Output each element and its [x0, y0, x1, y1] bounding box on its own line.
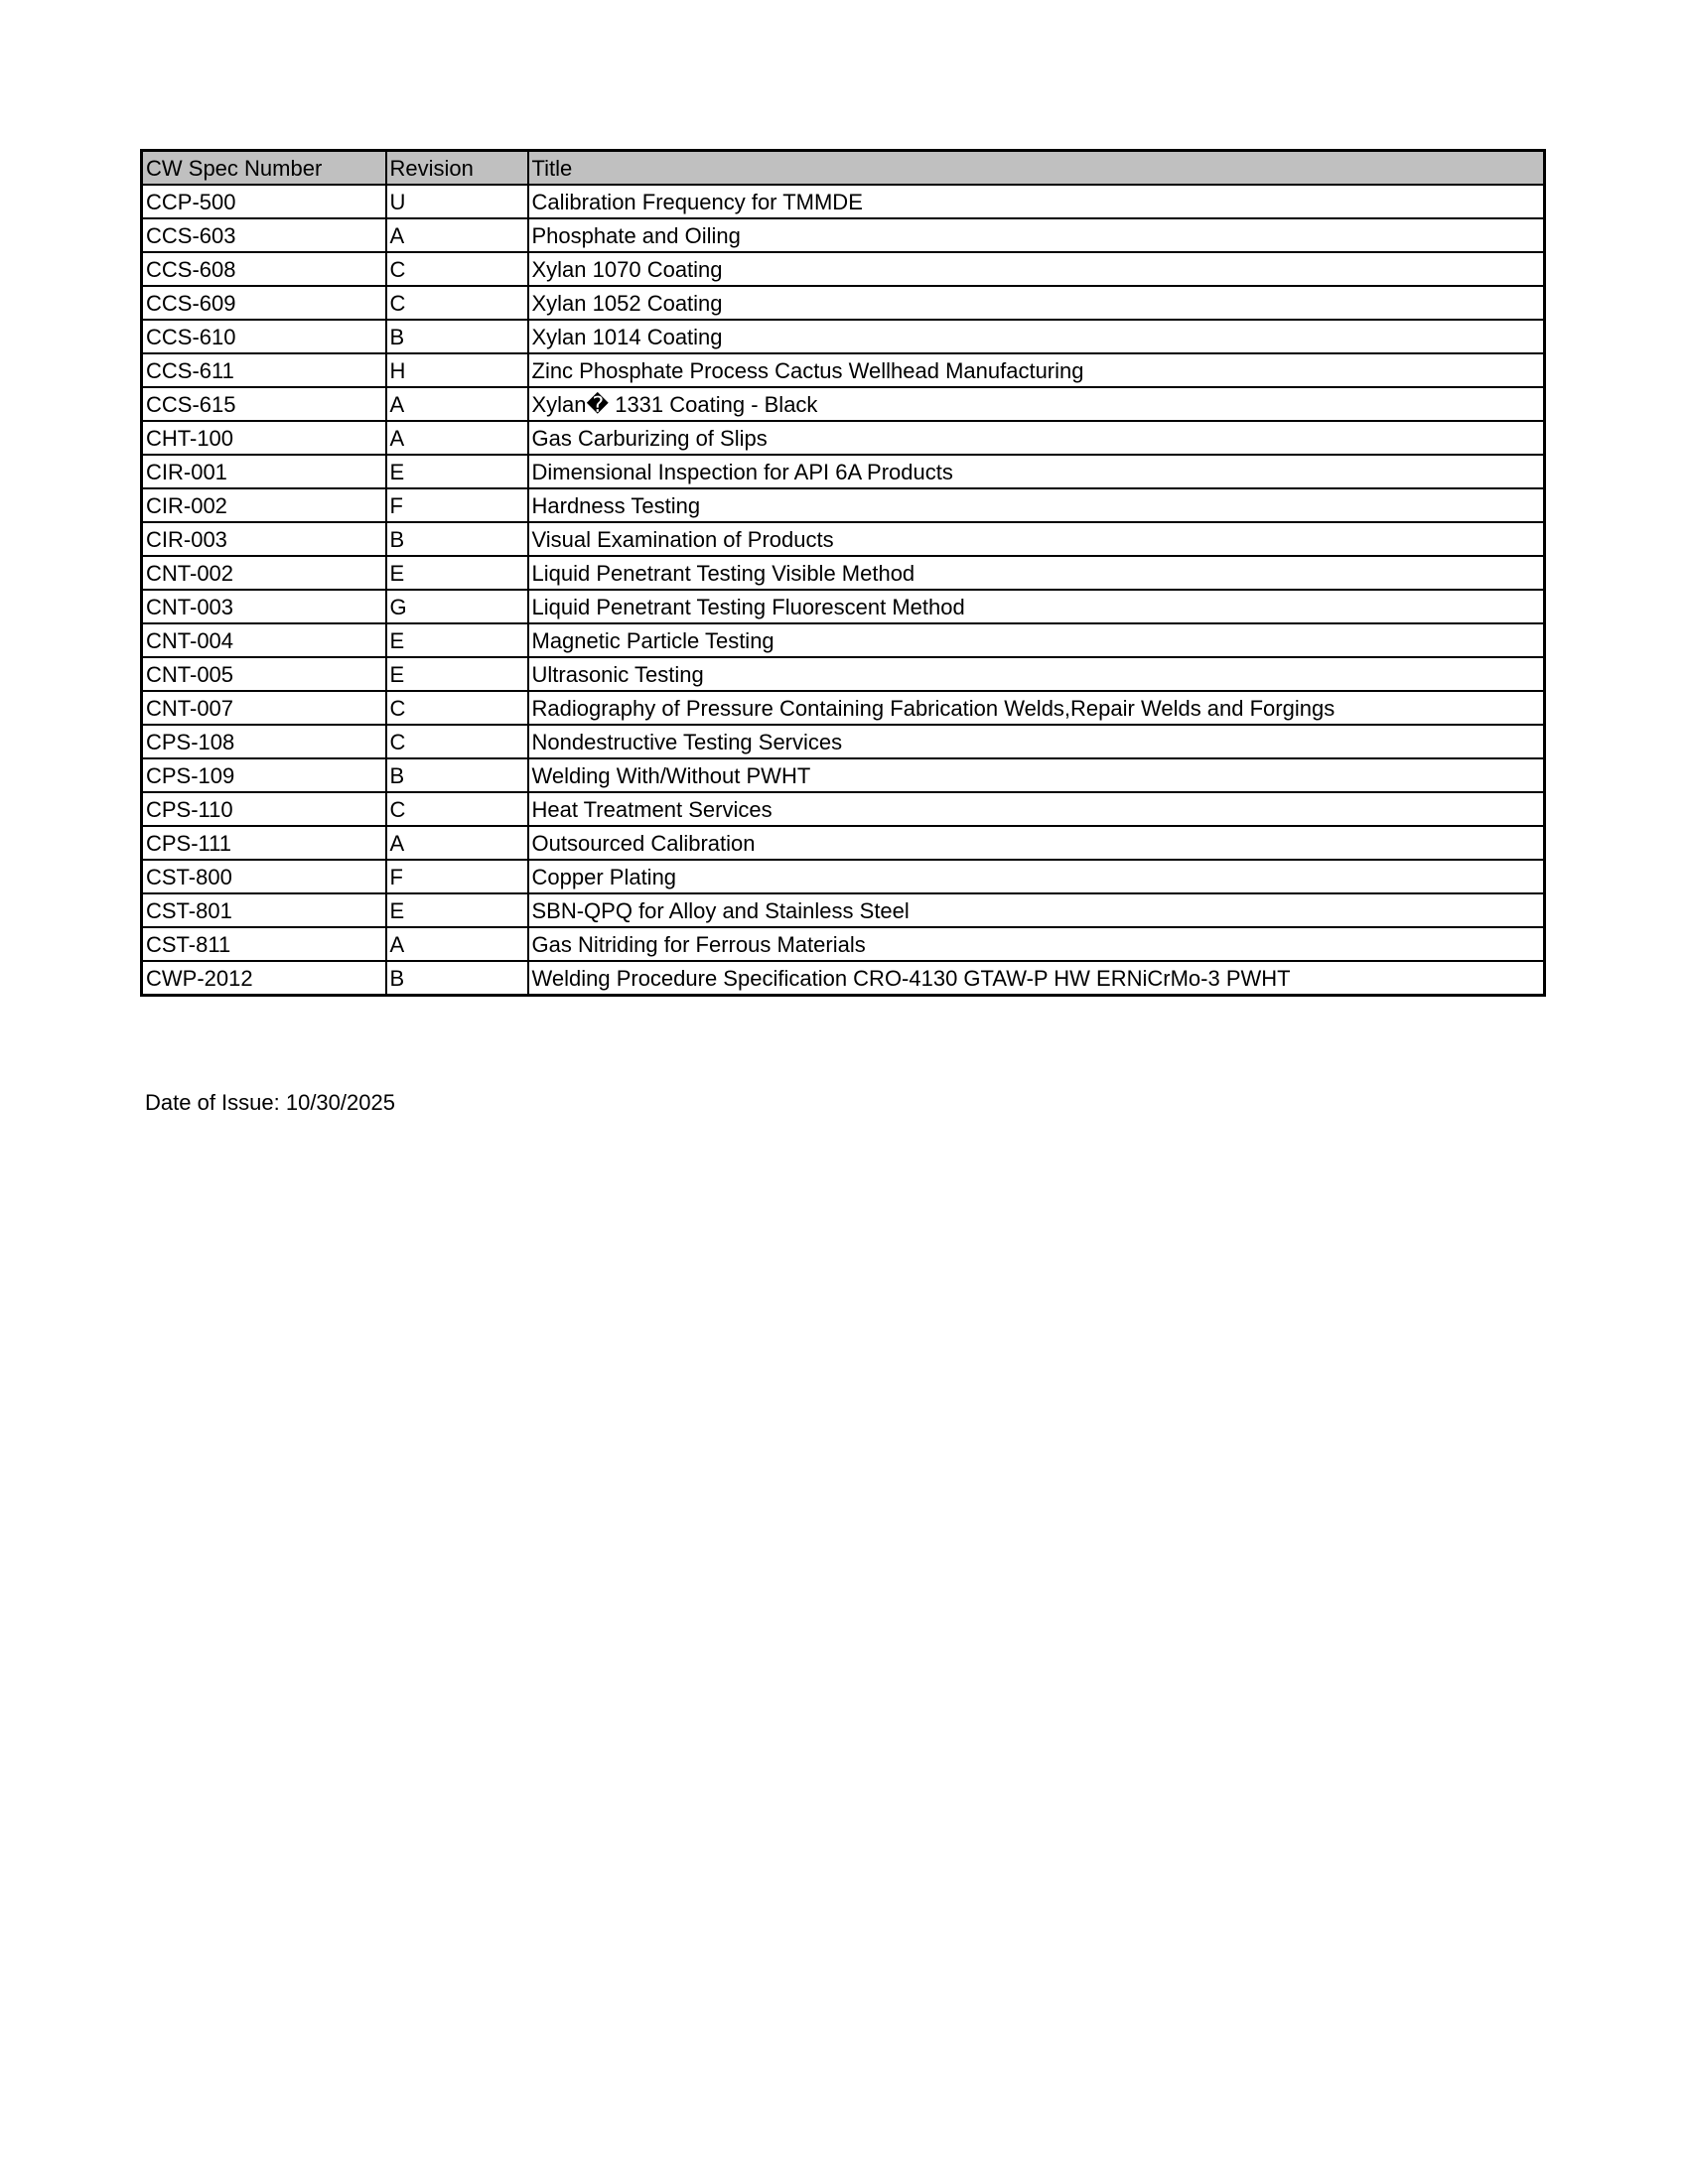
spec-number-cell: CIR-003	[142, 522, 386, 556]
date-of-issue: Date of Issue: 10/30/2025	[145, 1090, 395, 1115]
revision-cell: A	[386, 387, 528, 421]
title-cell: Calibration Frequency for TMMDE	[528, 185, 1545, 218]
revision-cell: E	[386, 623, 528, 657]
revision-cell: A	[386, 927, 528, 961]
spec-number-cell: CPS-110	[142, 792, 386, 826]
spec-number-cell: CST-811	[142, 927, 386, 961]
revision-cell: E	[386, 556, 528, 590]
title-cell: Hardness Testing	[528, 488, 1545, 522]
table-row	[142, 691, 1545, 725]
table-row	[142, 860, 1545, 893]
revision-cell: C	[386, 792, 528, 826]
revision-cell: C	[386, 286, 528, 320]
title-cell: Zinc Phosphate Process Cactus Wellhead Manufacturing	[528, 353, 1545, 387]
spec-number-cell: CCS-609	[142, 286, 386, 320]
title-cell: Xylan 1070 Coating	[528, 252, 1545, 286]
spec-number-cell: CIR-002	[142, 488, 386, 522]
table-row	[142, 455, 1545, 488]
revision-cell: C	[386, 725, 528, 758]
column-header-revision: Revision	[386, 151, 528, 186]
title-cell: Magnetic Particle Testing	[528, 623, 1545, 657]
table-row	[142, 590, 1545, 623]
spec-number-cell: CNT-005	[142, 657, 386, 691]
revision-cell: A	[386, 826, 528, 860]
revision-cell: C	[386, 252, 528, 286]
table-row	[142, 185, 1545, 218]
revision-cell: C	[386, 691, 528, 725]
table-row	[142, 522, 1545, 556]
table-row	[142, 758, 1545, 792]
spec-number-cell: CCS-603	[142, 218, 386, 252]
table-row	[142, 623, 1545, 657]
spec-number-cell: CNT-003	[142, 590, 386, 623]
spec-number-cell: CCS-610	[142, 320, 386, 353]
title-cell: Ultrasonic Testing	[528, 657, 1545, 691]
title-cell: Xylan 1014 Coating	[528, 320, 1545, 353]
title-cell: Visual Examination of Products	[528, 522, 1545, 556]
table-row	[142, 826, 1545, 860]
revision-cell: B	[386, 522, 528, 556]
title-cell: Gas Nitriding for Ferrous Materials	[528, 927, 1545, 961]
spec-number-cell: CNT-004	[142, 623, 386, 657]
spec-number-cell: CPS-111	[142, 826, 386, 860]
spec-number-cell: CST-800	[142, 860, 386, 893]
revision-cell: E	[386, 455, 528, 488]
column-header-title: Title	[528, 151, 1545, 186]
table-row	[142, 488, 1545, 522]
spec-number-cell: CCP-500	[142, 185, 386, 218]
title-cell: Liquid Penetrant Testing Fluorescent Method	[528, 590, 1545, 623]
title-cell: Gas Carburizing of Slips	[528, 421, 1545, 455]
title-cell: Radiography of Pressure Containing Fabrication Welds,Repair Welds and Forgings	[528, 691, 1545, 725]
revision-cell: A	[386, 218, 528, 252]
spec-table	[140, 149, 1546, 997]
revision-cell: H	[386, 353, 528, 387]
revision-cell: U	[386, 185, 528, 218]
table-row	[142, 252, 1545, 286]
revision-cell: F	[386, 488, 528, 522]
title-cell: SBN-QPQ for Alloy and Stainless Steel	[528, 893, 1545, 927]
table-header-row	[142, 151, 1545, 186]
spec-number-cell: CST-801	[142, 893, 386, 927]
spec-number-cell: CNT-007	[142, 691, 386, 725]
table-row	[142, 725, 1545, 758]
table-row	[142, 927, 1545, 961]
spec-number-cell: CPS-108	[142, 725, 386, 758]
title-cell: Xylan� 1331 Coating - Black	[528, 387, 1545, 421]
title-cell: Welding With/Without PWHT	[528, 758, 1545, 792]
spec-number-cell: CWP-2012	[142, 961, 386, 996]
spec-number-cell: CPS-109	[142, 758, 386, 792]
spec-number-cell: CIR-001	[142, 455, 386, 488]
title-cell: Copper Plating	[528, 860, 1545, 893]
revision-cell: E	[386, 657, 528, 691]
title-cell: Outsourced Calibration	[528, 826, 1545, 860]
revision-cell: B	[386, 320, 528, 353]
spec-number-cell: CNT-002	[142, 556, 386, 590]
spec-number-cell: CCS-611	[142, 353, 386, 387]
table-body	[142, 185, 1545, 996]
revision-cell: A	[386, 421, 528, 455]
table-row	[142, 218, 1545, 252]
title-cell: Heat Treatment Services	[528, 792, 1545, 826]
table-row	[142, 320, 1545, 353]
table-row	[142, 353, 1545, 387]
table-row	[142, 421, 1545, 455]
column-header-spec-number: CW Spec Number	[142, 151, 386, 186]
title-cell: Xylan 1052 Coating	[528, 286, 1545, 320]
table-row	[142, 657, 1545, 691]
title-cell: Liquid Penetrant Testing Visible Method	[528, 556, 1545, 590]
revision-cell: B	[386, 961, 528, 996]
title-cell: Dimensional Inspection for API 6A Products	[528, 455, 1545, 488]
revision-cell: E	[386, 893, 528, 927]
revision-cell: G	[386, 590, 528, 623]
title-cell: Welding Procedure Specification CRO-4130 GTAW-P HW ERNiCrMo-3 PWHT	[528, 961, 1545, 996]
table-row	[142, 286, 1545, 320]
spec-number-cell: CHT-100	[142, 421, 386, 455]
table-row	[142, 387, 1545, 421]
title-cell: Phosphate and Oiling	[528, 218, 1545, 252]
revision-cell: F	[386, 860, 528, 893]
table-row	[142, 893, 1545, 927]
spec-number-cell: CCS-608	[142, 252, 386, 286]
table-row	[142, 792, 1545, 826]
table-row	[142, 961, 1545, 996]
revision-cell: B	[386, 758, 528, 792]
title-cell: Nondestructive Testing Services	[528, 725, 1545, 758]
spec-number-cell: CCS-615	[142, 387, 386, 421]
table-row	[142, 556, 1545, 590]
